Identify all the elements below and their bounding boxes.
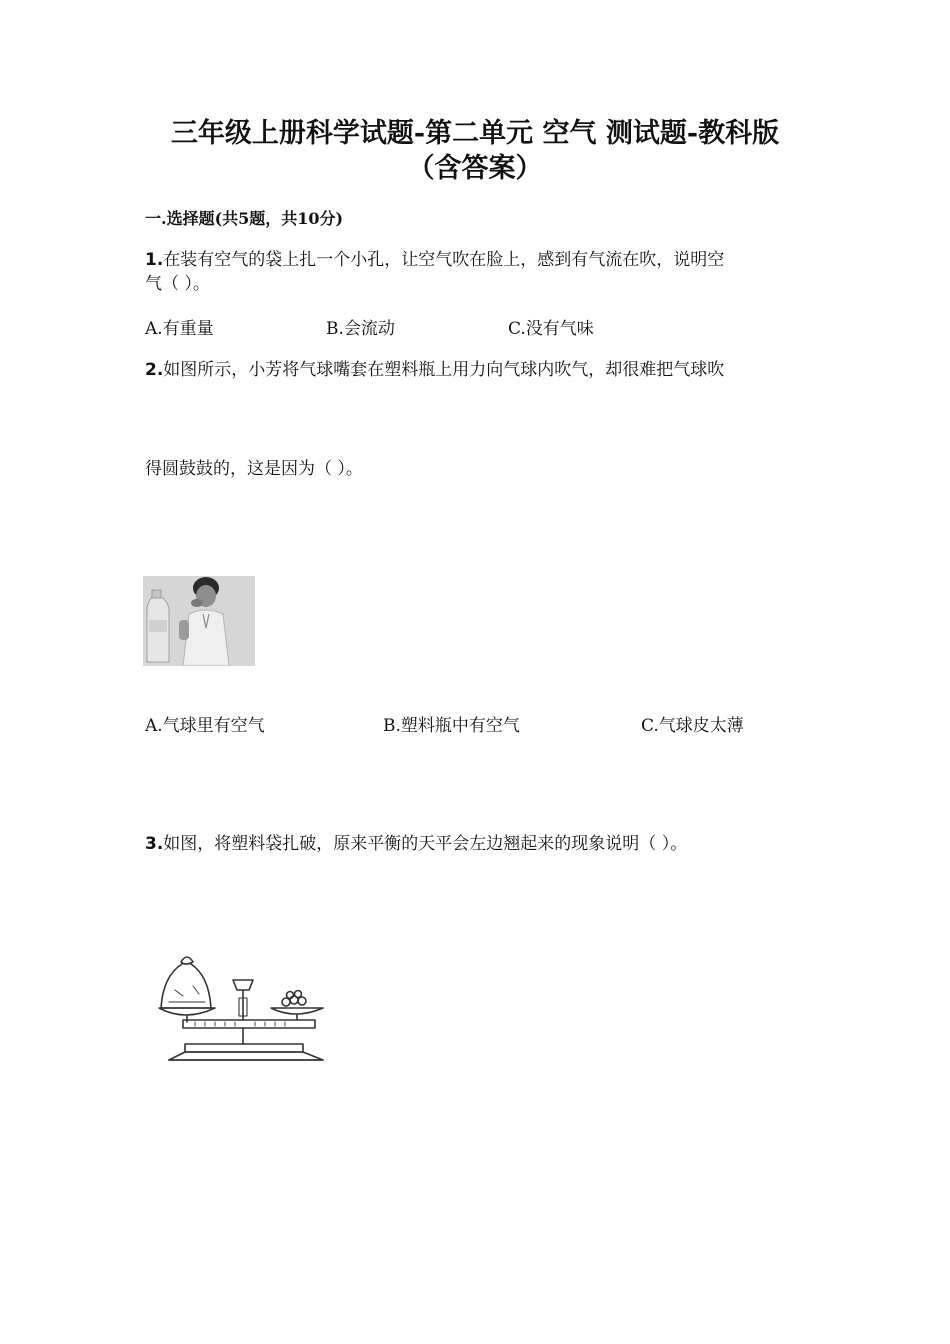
question-2-option-a[interactable]: A.气球里有空气 bbox=[145, 716, 265, 736]
question-1-number: 1. bbox=[145, 250, 164, 270]
question-2-line1 bbox=[145, 358, 815, 382]
question-2-option-c[interactable]: C.气球皮太薄 bbox=[641, 716, 744, 736]
section-heading: 一.选择题(共5题，共10分) bbox=[145, 209, 344, 228]
question-2-text: 如图所示，小芳将气球嘴套在塑料瓶上用力向气球内吹气，却很难把气球吹 bbox=[163, 360, 725, 380]
question-1-text: 在装有空气的袋上扎一个小孔，让空气吹在脸上，感到有气流在吹，说明空 bbox=[163, 250, 725, 270]
girl-blowing-balloon-photo bbox=[143, 576, 255, 666]
balance-scale-illustration bbox=[155, 950, 340, 1075]
question-1-line2: 气（ ）。 bbox=[145, 274, 210, 294]
question-3-line1 bbox=[145, 832, 815, 856]
document-title-line2: （含答案） bbox=[407, 153, 543, 184]
question-1-option-c[interactable]: C.没有气味 bbox=[508, 319, 594, 339]
question-1-option-b[interactable]: B.会流动 bbox=[326, 319, 395, 339]
question-3-text: 如图，将塑料袋扎破，原来平衡的天平会左边翘起来的现象说明（ ）。 bbox=[163, 834, 688, 854]
document-title-line1: 三年级上册科学试题-第二单元 空气 测试题-教科版 bbox=[170, 118, 780, 149]
question-2-line2: 得圆鼓鼓的，这是因为（ ）。 bbox=[145, 459, 363, 479]
question-2-number: 2. bbox=[145, 360, 164, 380]
question-2-option-b[interactable]: B.塑料瓶中有空气 bbox=[383, 716, 520, 736]
question-1-line1 bbox=[145, 248, 815, 272]
question-1-option-a[interactable]: A.有重量 bbox=[145, 319, 214, 339]
question-3-number: 3. bbox=[145, 834, 164, 854]
